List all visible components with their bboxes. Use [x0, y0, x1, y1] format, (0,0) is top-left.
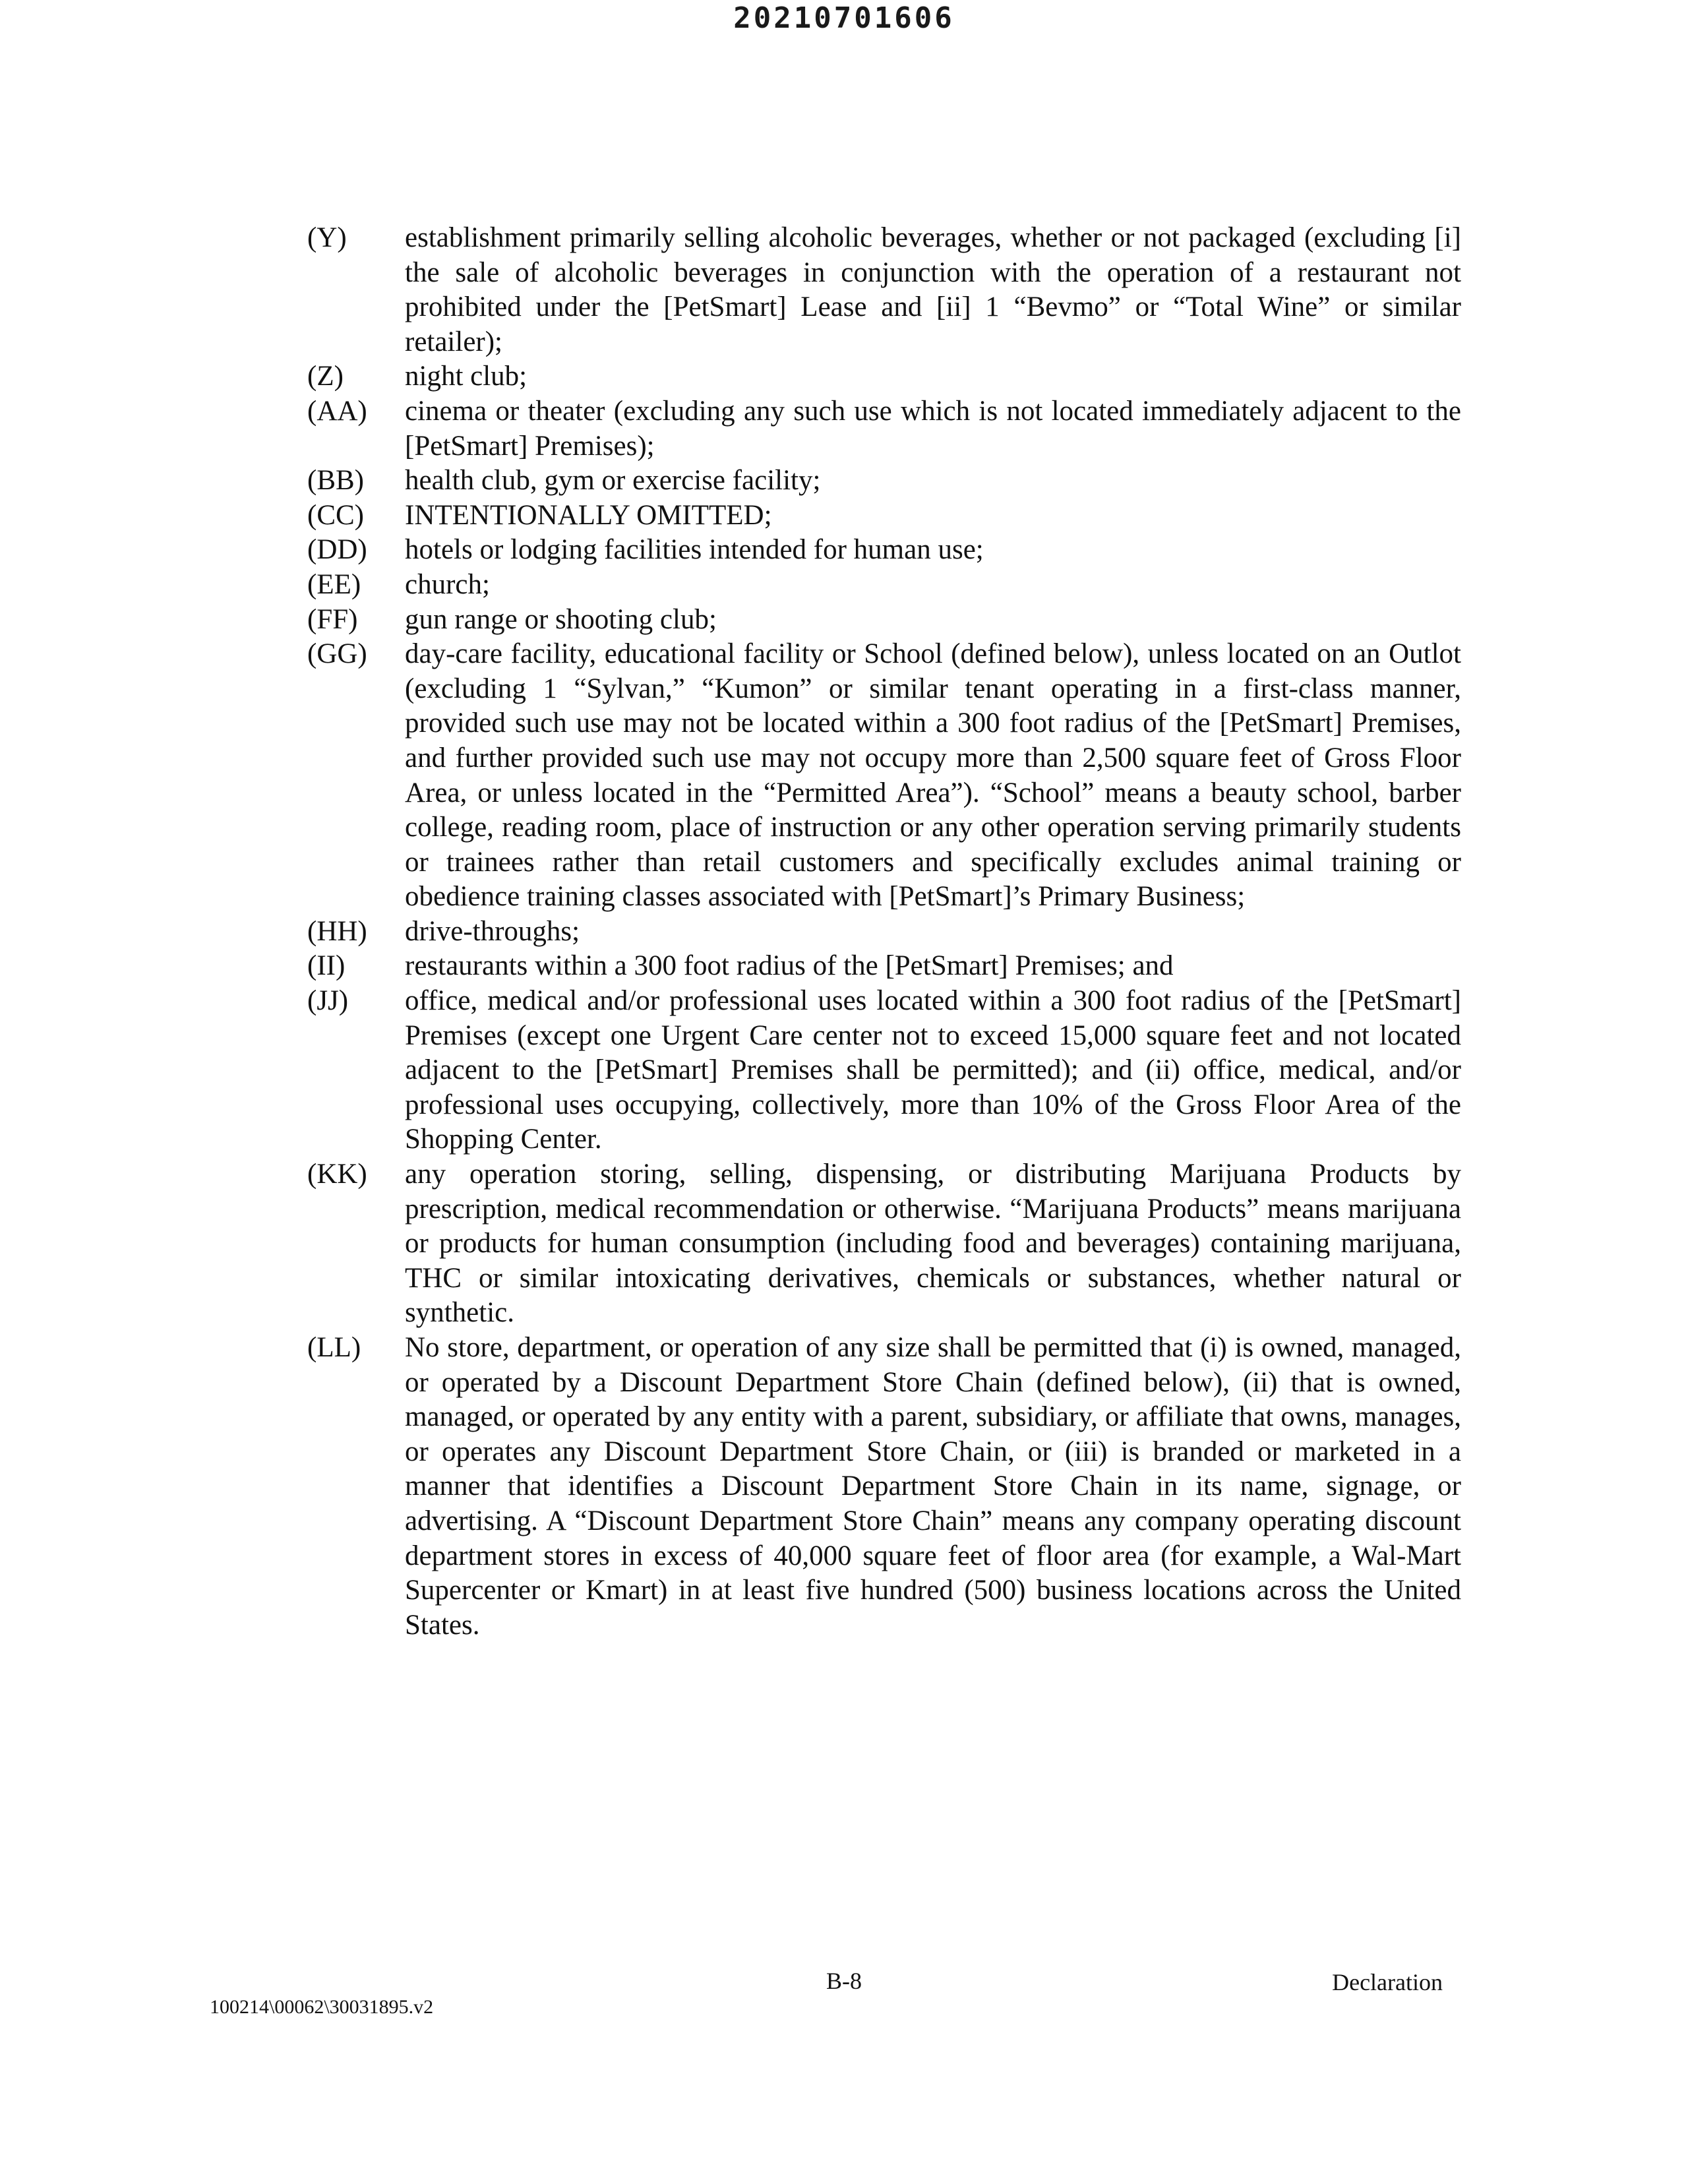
item-label: (BB)	[307, 465, 364, 497]
list-item	[307, 221, 1461, 359]
item-label: (II)	[307, 950, 346, 982]
item-text: church;	[405, 568, 490, 600]
restricted-uses-list	[307, 221, 1461, 1643]
list-item	[307, 464, 1461, 499]
list-item	[307, 394, 1461, 464]
item-text: night club;	[405, 361, 528, 392]
list-item	[307, 533, 1461, 568]
list-item	[307, 915, 1461, 950]
item-label: (Y)	[307, 222, 347, 253]
item-text: day-care facility, educational facility or School (defined below), unless located on an Outlot (excluding 1 “Sylvan,” “Kumon” or similar tenant operating in a first-class manner, provided such use may not be located within a 300 foot radius of the [PetSmart] Premises, and further provided such use may not occupy more than 2,500 square feet of Gross Floor Area, or unless located in the “Permitted Area”). “School” means a beauty school, barber college, reading room, place of instruction or any other operation serving primarily students or trainees rather than retail customers and specifically excludes animal training or obedience training classes associated with [PetSmart]’s Primary Business;	[405, 638, 1461, 913]
list-item	[307, 984, 1461, 1157]
item-text: drive-throughs;	[405, 915, 580, 947]
item-text: gun range or shooting club;	[405, 603, 717, 635]
list-item	[307, 603, 1461, 638]
item-label: (Z)	[307, 361, 344, 392]
file-reference: 100214\00062\30031895.v2	[210, 1996, 434, 2018]
item-label: (EE)	[307, 568, 361, 600]
list-item	[307, 499, 1461, 533]
list-item	[307, 359, 1461, 394]
list-item	[307, 568, 1461, 603]
item-label: (LL)	[307, 1332, 361, 1363]
footer-document-title: Declaration	[1332, 1969, 1443, 1995]
item-label: (JJ)	[307, 985, 349, 1017]
list-item	[307, 1331, 1461, 1643]
list-item	[307, 949, 1461, 984]
item-text: health club, gym or exercise facility;	[405, 465, 821, 497]
item-label: (AA)	[307, 395, 367, 427]
item-label: (DD)	[307, 534, 367, 566]
list-item	[307, 1157, 1461, 1331]
list-item	[307, 637, 1461, 915]
item-label: (GG)	[307, 638, 367, 670]
item-text: restaurants within a 300 foot radius of the [PetSmart] Premises; and	[405, 950, 1174, 982]
item-text: any operation storing, selling, dispensing, or distributing Marijuana Products by prescription, medical recommendation or otherwise. “Marijuana Products” means marijuana or products for human consumption (including food and beverages) containing marijuana, THC or similar intoxicating derivatives, chemicals or substances, whether natural or synthetic.	[405, 1159, 1461, 1329]
item-text: establishment primarily selling alcoholic beverages, whether or not packaged (excluding [i] the sale of alcoholic beverages in conjunction with the operation of a restaurant not prohibited under the [PetSmart] Lease and [ii] 1 “Bevmo” or “Total Wine” or similar retailer);	[405, 222, 1461, 357]
item-label: (KK)	[307, 1159, 367, 1190]
item-text: cinema or theater (excluding any such use which is not located immediately adjacent to the [PetSmart] Premises);	[405, 395, 1461, 462]
document-number: 20210701606	[733, 1, 955, 35]
item-label: (HH)	[307, 915, 367, 947]
item-text: No store, department, or operation of any size shall be permitted that (i) is owned, managed, or operated by a Discount Department Store Chain (defined below), (ii) that is owned, managed, or operated by any entity with a parent, subsidiary, or affiliate that owns, manages, or operates any Discount Department Store Chain, or (iii) is branded or marketed in a manner that identifies a Discount Department Store Chain in its name, signage, or advertising. A “Discount Department Store Chain” means any company operating discount department stores in excess of 40,000 square feet of floor area (for example, a Wal-Mart Supercenter or Kmart) in at least five hundred (500) business locations across the United States.	[405, 1332, 1461, 1641]
item-text: hotels or lodging facilities intended for human use;	[405, 534, 984, 566]
item-text: INTENTIONALLY OMITTED;	[405, 499, 772, 531]
page-number: B-8	[826, 1968, 862, 1994]
item-label: (FF)	[307, 603, 358, 635]
item-text: office, medical and/or professional uses located within a 300 foot radius of the [PetSmart] Premises (except one Urgent Care center not to exceed 15,000 square feet and not located adjacent to the [PetSmart] Premises shall be permitted); and (ii) office, medical, and/or professional uses occupying, collectively, more than 10% of the Gross Floor Area of the Shopping Center.	[405, 985, 1461, 1155]
item-label: (CC)	[307, 499, 364, 531]
